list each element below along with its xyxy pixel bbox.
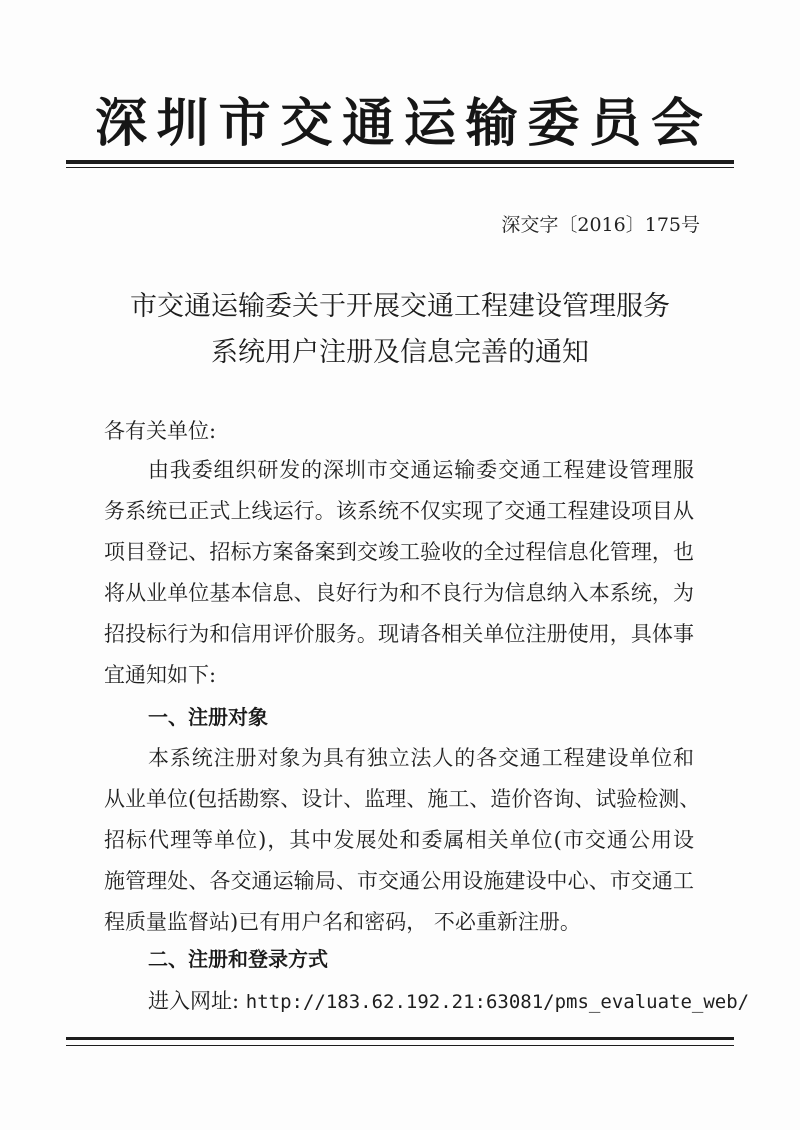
url-label: 进入网址: — [148, 989, 240, 1013]
intro-line-4: 将从业单位基本信息、良好行为和不良行为信息纳入本系统，为 — [104, 581, 694, 605]
section-1-line-4: 施管理处、各交通运输局、市交通公用设施建设中心、市交通工 — [104, 869, 694, 893]
section-1-line-1: 本系统注册对象为具有独立法人的各交通工程建设单位和 — [148, 746, 694, 770]
document-number: 深交字〔2016〕175号 — [501, 214, 700, 236]
footer-rule-thin — [66, 1045, 734, 1046]
organization-letterhead: 深圳市交通运输委员会 — [95, 94, 705, 154]
registration-url: http://183.62.192.21:63081/pms_evaluate_web/ — [245, 991, 750, 1013]
intro-line-5: 招投标行为和信用评价服务。现请各相关单位注册使用，具体事 — [104, 622, 694, 646]
intro-line-6: 宜通知如下: — [104, 663, 217, 687]
section-1-line-3: 招标代理等单位)，其中发展处和委属相关单位(市交通公用设 — [104, 828, 694, 852]
url-line — [148, 987, 749, 1016]
intro-line-3: 项目登记、招标方案备案到交竣工验收的全过程信息化管理，也 — [104, 540, 694, 564]
section-1-line-5: 程质量监督站)已有用户名和密码， 不必重新注册。 — [104, 910, 581, 934]
section-1-line-2: 从业单位(包括勘察、设计、监理、施工、造价咨询、试验检测、 — [104, 787, 701, 811]
salutation: 各有关单位: — [104, 419, 217, 443]
intro-line-2: 务系统已正式上线运行。该系统不仅实现了交通工程建设项目从 — [104, 499, 694, 523]
section-heading-1: 一、注册对象 — [148, 705, 268, 729]
letterhead-rule-thick — [66, 160, 734, 164]
document-title-line-1: 市交通运输委关于开展交通工程建设管理服务 — [130, 291, 670, 322]
footer-rule-thick — [66, 1037, 734, 1040]
intro-line-1: 由我委组织研发的深圳市交通运输委交通工程建设管理服 — [148, 458, 694, 482]
letterhead-rule-thin — [66, 167, 734, 168]
section-heading-2: 二、注册和登录方式 — [148, 947, 328, 971]
document-title-line-2: 系统用户注册及信息完善的通知 — [211, 337, 589, 368]
